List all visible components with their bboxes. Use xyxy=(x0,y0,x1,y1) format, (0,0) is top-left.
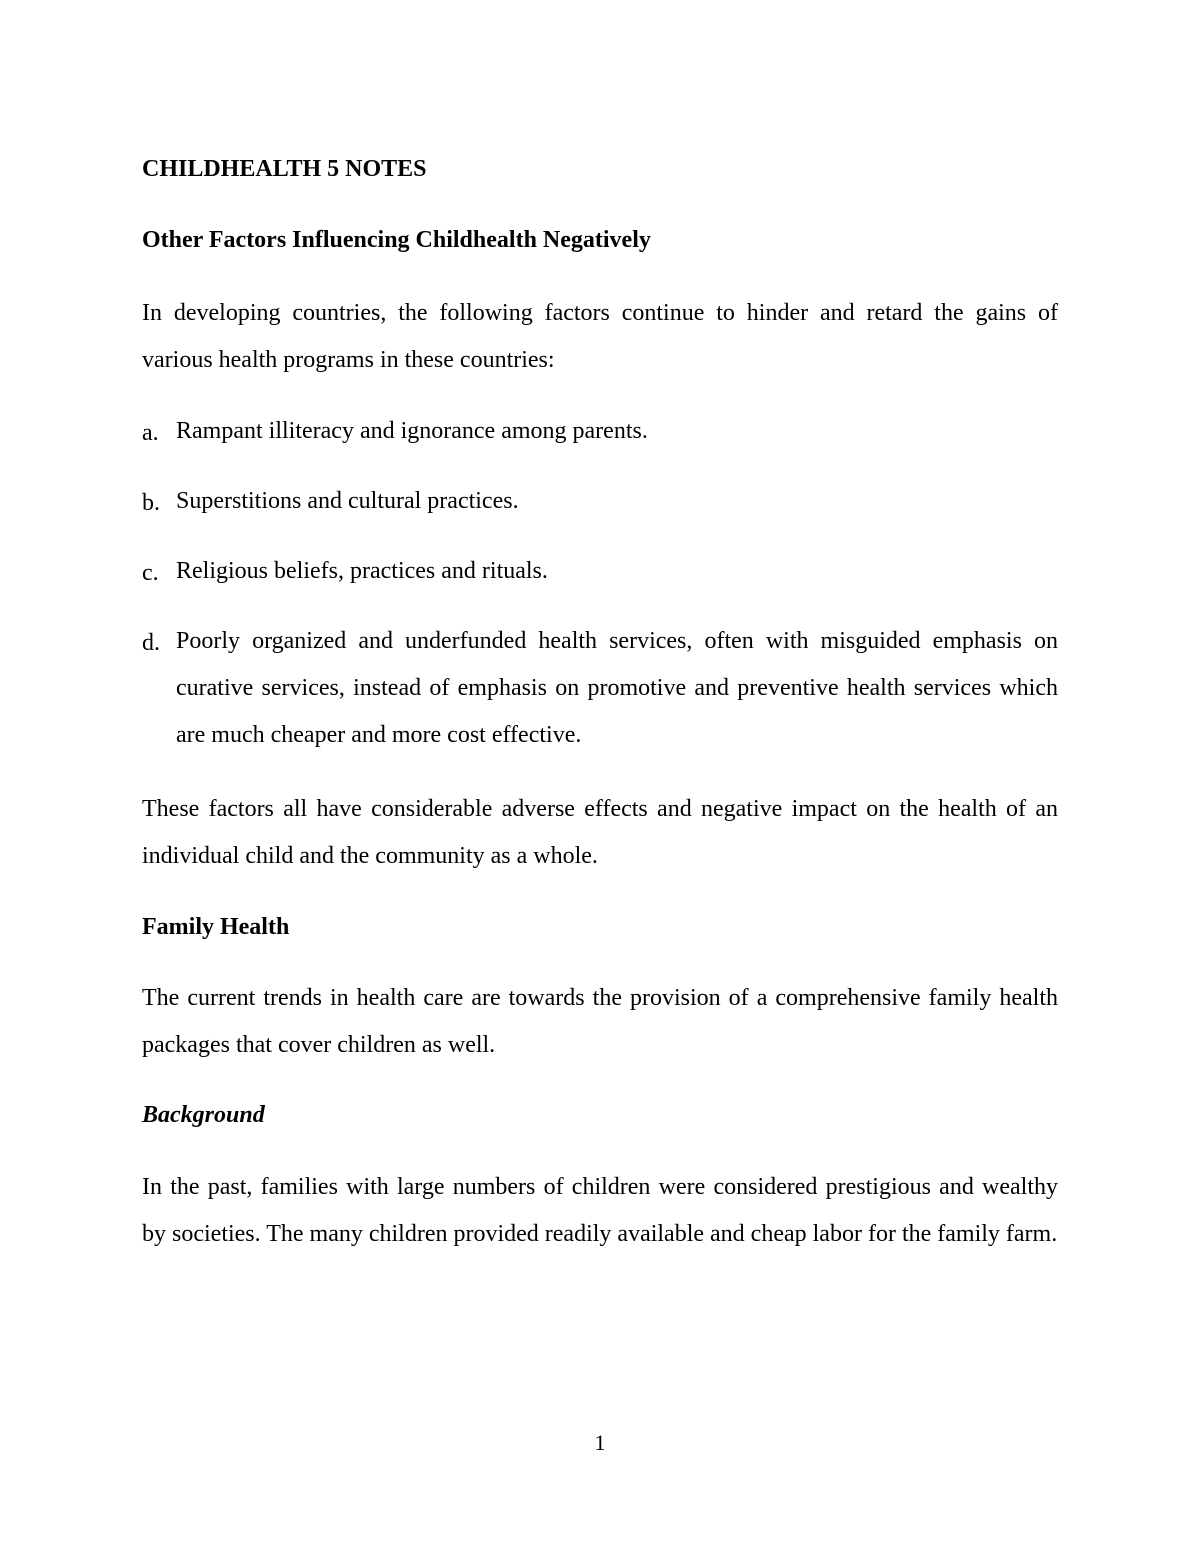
list-marker: c. xyxy=(142,560,159,586)
list-marker: b. xyxy=(142,490,160,516)
section-heading-background: Background xyxy=(142,1102,265,1128)
list-item-text: Poorly organized and underfunded health services, often with misguided emphasis on curative services, instead of emphasis on promotive and preventive health services which are much cheaper and more cost effective. xyxy=(176,628,1058,748)
intro-paragraph: In developing countries, the following factors continue to hinder and retard the gains of various health programs in these countries: xyxy=(142,300,1058,373)
list-item-text: Rampant illiteracy and ignorance among parents. xyxy=(176,418,648,444)
list-marker: d. xyxy=(142,630,160,656)
list-item-text: Superstitions and cultural practices. xyxy=(176,488,519,514)
section-heading-family-health: Family Health xyxy=(142,914,290,940)
list-item-text: Religious beliefs, practices and rituals. xyxy=(176,558,548,584)
section-heading-factors: Other Factors Influencing Childhealth Negatively xyxy=(142,227,651,253)
page-number: 1 xyxy=(594,1430,606,1455)
document-title: CHILDHEALTH 5 NOTES xyxy=(142,156,427,182)
background-paragraph: In the past, families with large numbers of children were considered prestigious and wealthy by societies. The many children provided readily available and cheap labor for the family farm. xyxy=(142,1174,1058,1247)
list-marker: a. xyxy=(142,420,159,446)
conclusion-paragraph: These factors all have considerable adverse effects and negative impact on the health of an individual child and the community as a whole. xyxy=(142,796,1058,869)
family-health-paragraph: The current trends in health care are towards the provision of a comprehensive family health packages that cover children as well. xyxy=(142,985,1058,1058)
